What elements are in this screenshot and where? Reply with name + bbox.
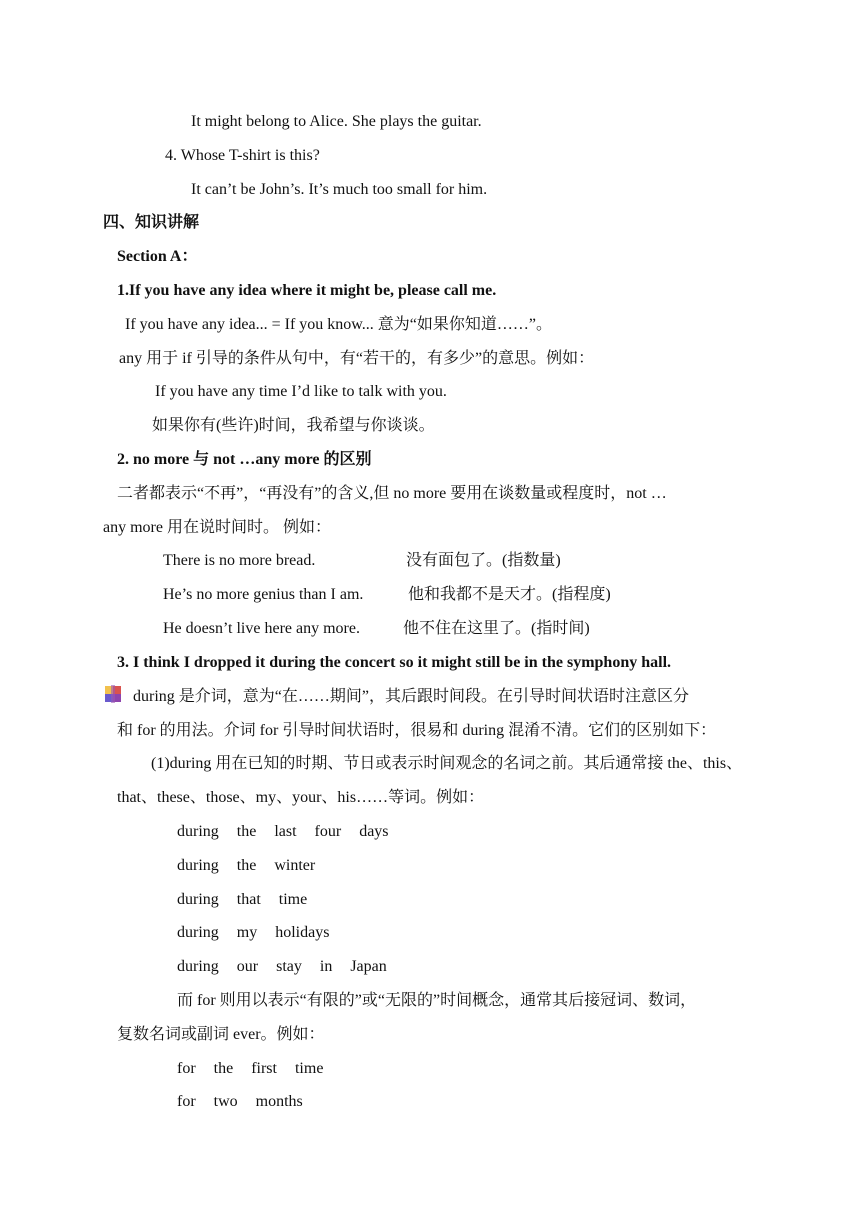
for-explanation-line1: 而 for 则用以表示“有限的”或“无限的”时间概念，通常其后接冠词、数词， [177,992,697,1009]
point-2-explanation-line2: any more 用在说时间时。 例如： [103,519,331,536]
for-example-1: for the first time [177,1060,324,1077]
for-explanation-line2: 复数名词或副词 ever。例如： [117,1026,325,1043]
example-bread-en: There is no more bread. [163,552,316,569]
question-4: 4. Whose T-shirt is this? [165,147,320,164]
during-example-5: during our stay in Japan [177,958,387,975]
rule-1-line2: that、these、those、my、your、his……等词。例如： [117,789,485,806]
example-bread-zh: 没有面包了。(指数量) [406,552,561,569]
example-answer-alice: It might belong to Alice. She plays the guitar. [191,113,482,130]
during-example-1: during the last four days [177,823,389,840]
point-1-any-usage: any 用于 if 引导的条件从句中，有“若干的，有多少”的意思。例如： [119,350,595,367]
during-example-2: during the winter [177,857,316,874]
point-2-explanation-line1: 二者都表示“不再”，“再没有”的含义,但 no more 要用在谈数量或程度时，not … [117,485,667,502]
point-1-explanation: If you have any idea... = If you know... 意为“如果你知道……”。 [125,316,553,333]
point-1-heading: 1.If you have any idea where it might be, please call me. [117,282,497,299]
section-a-label: Section A： [117,248,198,265]
example-live-en: He doesn’t live here any more. [163,620,360,637]
point-1-example-en: If you have any time I’d like to talk with you. [155,383,447,400]
point-1-example-zh: 如果你有(些许)时间，我希望与你谈谈。 [152,417,435,434]
for-example-2: for two months [177,1093,303,1110]
point-3-during-explanation: during 是介词，意为“在……期间”，其后跟时间段。在引导时间状语时注意区分 [133,688,689,705]
during-example-4: during my holidays [177,924,330,941]
section-heading-knowledge: 四、知识讲解 [103,214,200,231]
point-2-heading: 2. no more 与 not …any more 的区别 [117,451,372,468]
example-genius-zh: 他和我都不是天才。(指程度) [408,586,611,603]
colored-square-bullet-icon [104,685,122,703]
point-3-heading: 3. I think I dropped it during the concert so it might still be in the symphony hall. [117,654,672,671]
example-genius-en: He’s no more genius than I am. [163,586,364,603]
during-example-3: during that time [177,891,308,908]
point-3-for-explanation: 和 for 的用法。介词 for 引导时间状语时，很易和 during 混淆不清。它们的区别如下： [117,722,717,739]
example-answer-john: It can’t be John’s. It’s much too small for him. [191,181,488,198]
rule-1-line1: (1)during 用在已知的时期、节日或表示时间观念的名词之前。其后通常接 the、this、 [151,755,743,772]
example-live-zh: 他不住在这里了。(指时间) [403,620,590,637]
